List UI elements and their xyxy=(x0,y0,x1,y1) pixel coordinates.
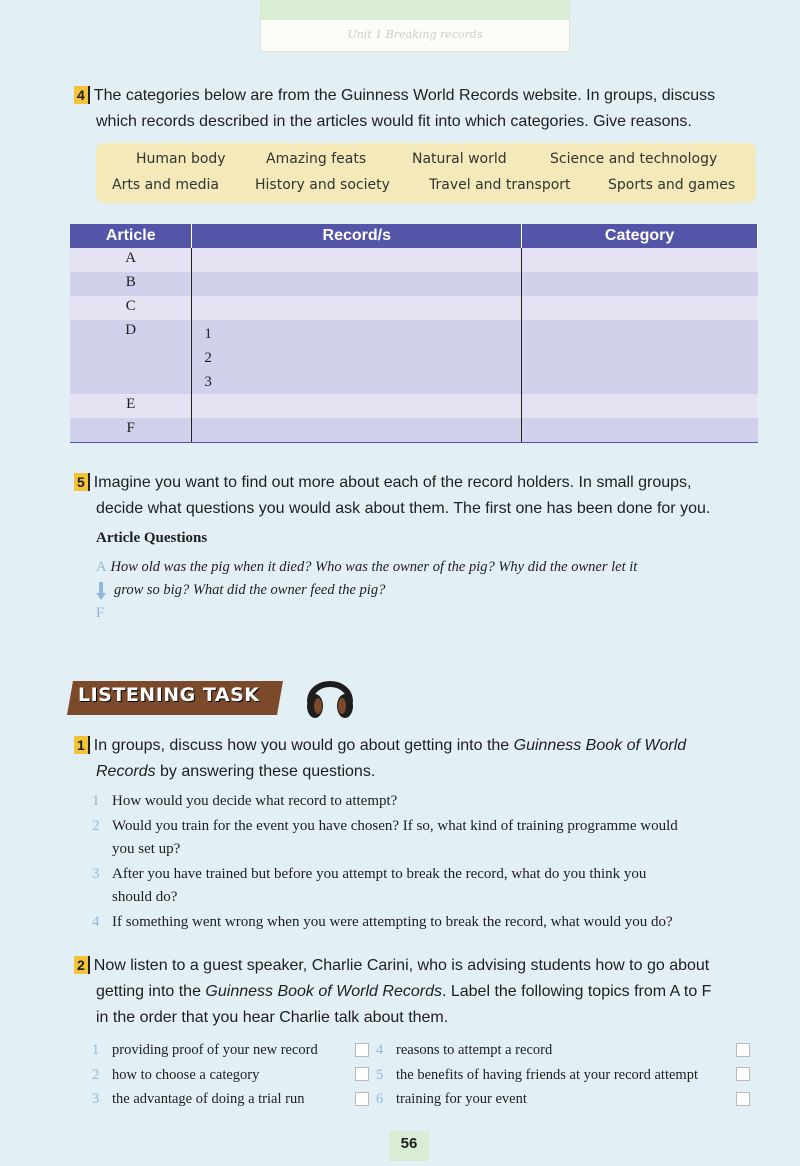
article-cell: C xyxy=(70,296,192,320)
category-item: Natural world xyxy=(412,151,507,167)
page-number: 56 xyxy=(389,1131,429,1161)
topic-checkbox[interactable] xyxy=(355,1043,369,1057)
question-list xyxy=(92,790,762,934)
task-5-line2: decide what questions you would ask about them. The first one has been done for you. xyxy=(96,500,711,517)
task-4-line2: which records described in the articles would fit into which categories. Give reasons. xyxy=(96,113,692,130)
listening-task-1-number: 1 xyxy=(74,736,90,754)
table-row xyxy=(70,296,758,320)
article-cell: D xyxy=(70,320,192,394)
topic-checkbox[interactable] xyxy=(736,1043,750,1057)
record-subrow: 2 xyxy=(204,350,212,366)
task-4-number: 4 xyxy=(74,86,90,104)
topic-list-left xyxy=(92,1038,362,1112)
category-item: Amazing feats xyxy=(266,151,367,167)
col-category: Category xyxy=(522,224,758,248)
task-5-line1: Imagine you want to find out more about each of the record holders. In small groups, xyxy=(93,474,692,491)
col-record: Record/s xyxy=(192,224,522,248)
topic-item: 3 the advantage of doing a trial run xyxy=(92,1091,305,1107)
article-cell: A xyxy=(70,248,192,272)
category-item: Science and technology xyxy=(550,151,718,167)
article-cell: B xyxy=(70,272,192,296)
topic-checkbox[interactable] xyxy=(736,1067,750,1081)
topic-list-right xyxy=(376,1038,736,1112)
topic-item: 4 reasons to attempt a record xyxy=(376,1042,553,1058)
task-4 xyxy=(74,83,764,135)
topic-item: 2 how to choose a category xyxy=(92,1066,260,1083)
category-item: Travel and transport xyxy=(429,177,571,193)
category-item: Arts and media xyxy=(112,177,219,193)
unit-title: Unit 1 Breaking records xyxy=(347,28,483,41)
listening-task-2: 2 Now listen to a guest speaker, Charlie Carini, who is advising students how to go about getting into the Guinness Book of World Records. Label the following topics from A to F in the order that you hear Charlie talk about them. xyxy=(74,953,764,1031)
example-line1: How old was the pig when it died? Who was the owner of the pig? Why did the owner let it xyxy=(110,559,638,575)
article-cell: F xyxy=(70,418,192,442)
table-row xyxy=(70,248,758,272)
topic-item: 1 providing proof of your new record xyxy=(92,1042,318,1058)
topic-item: 5 the benefits of having friends at your record attempt xyxy=(376,1066,698,1083)
category-item: History and society xyxy=(255,177,390,193)
list-item: 3 After you have trained but before you attempt to break the record, what do you think you should do? xyxy=(92,866,647,905)
headphones-icon xyxy=(300,668,360,724)
example-line2: grow so big? What did the owner feed the pig? xyxy=(114,582,386,598)
example-letter: A xyxy=(96,559,107,575)
topic-checkbox[interactable] xyxy=(355,1067,369,1081)
list-item: 1 How would you decide what record to attempt? xyxy=(92,793,398,809)
listening-task-1: 1 In groups, discuss how you would go about getting into the Guinness Book of World Records by answering these questions. xyxy=(74,733,764,785)
records-table xyxy=(70,224,758,443)
table-row xyxy=(70,418,758,442)
topic-checkbox[interactable] xyxy=(736,1092,750,1106)
category-item: Human body xyxy=(136,151,226,167)
record-subrows xyxy=(192,320,522,394)
record-subrow: 3 xyxy=(204,374,212,390)
unit-header xyxy=(260,0,570,52)
task-4-line1: The categories below are from the Guinness World Records website. In groups, discuss xyxy=(93,87,716,104)
table-row xyxy=(70,272,758,296)
list-item: 4 If something went wrong when you were attempting to break the record, what would you do? xyxy=(92,914,673,930)
list-item: 2 Would you train for the event you have chosen? If so, what kind of training programme would you set up? xyxy=(92,818,678,857)
table-row xyxy=(70,320,758,394)
table-row xyxy=(70,394,758,418)
down-arrow-icon xyxy=(96,582,106,600)
record-subrow: 1 xyxy=(204,326,212,342)
end-letter: F xyxy=(96,605,105,621)
article-cell: E xyxy=(70,394,192,418)
task-5 xyxy=(74,470,764,522)
example-questions xyxy=(96,556,761,625)
category-box xyxy=(96,143,756,203)
col-article: Article xyxy=(70,224,192,248)
listening-task-2-number: 2 xyxy=(74,956,90,974)
topic-item: 6 training for your event xyxy=(376,1091,527,1107)
listening-banner-text: LISTENING TASK xyxy=(78,684,260,706)
category-item: Sports and games xyxy=(608,177,736,193)
questions-heading: Article Questions xyxy=(96,530,208,546)
task-5-number: 5 xyxy=(74,473,90,491)
topic-checkbox[interactable] xyxy=(355,1092,369,1106)
table-header xyxy=(70,224,758,248)
